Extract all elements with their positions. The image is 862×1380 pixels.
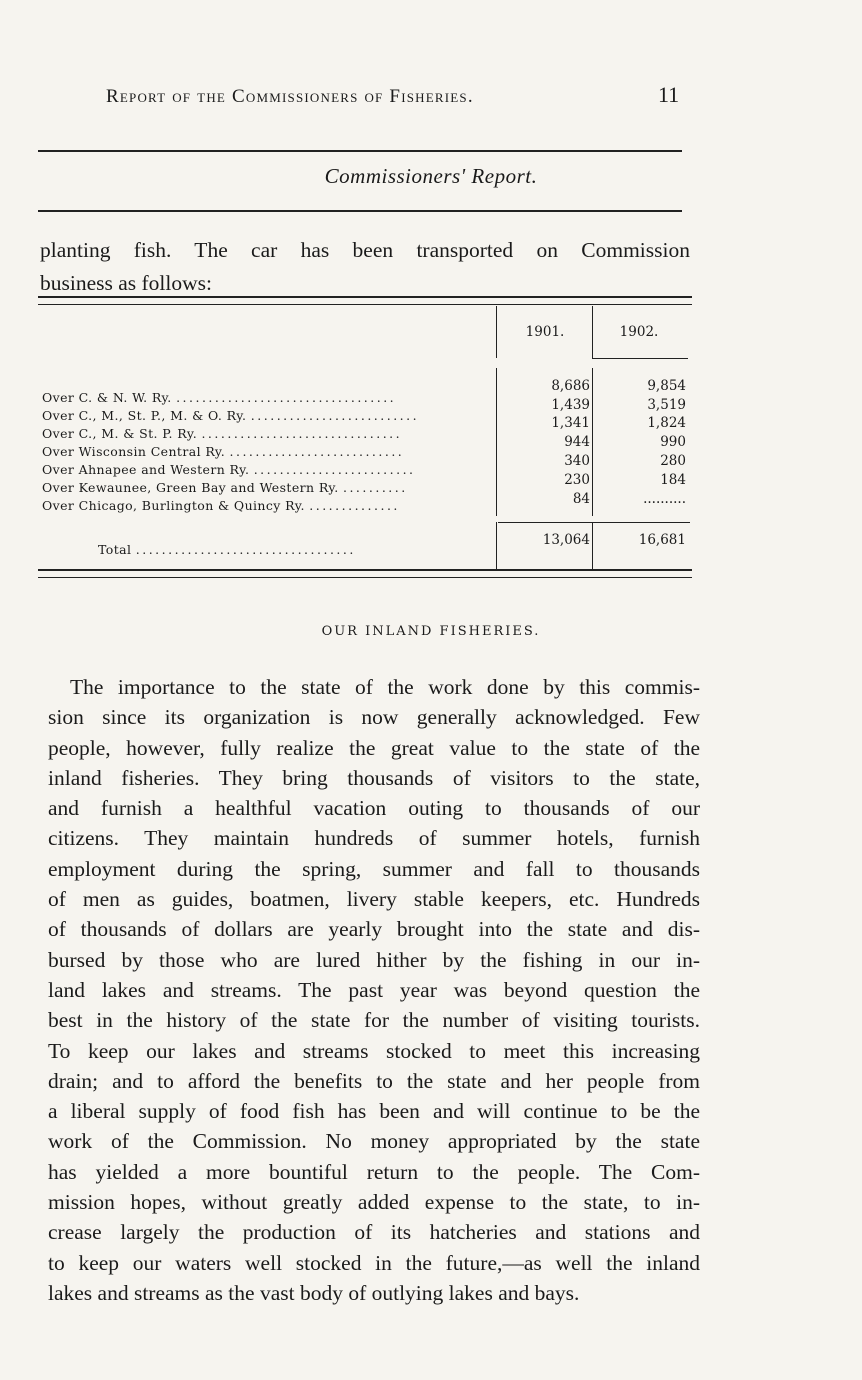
- table-cell-1902: 184: [660, 472, 686, 488]
- body-line: crease largely the production of its hatcheries and stations and: [48, 1220, 700, 1245]
- body-line: work of the Commission. No money appropriated by the state: [48, 1129, 700, 1154]
- body-line: best in the history of the state for the number of visiting tourists.: [48, 1008, 700, 1033]
- table-cell-1902: 280: [660, 453, 686, 469]
- column-header-1901: 1901.: [525, 324, 565, 340]
- table-cell-1901: 1,439: [551, 397, 590, 413]
- table-cell-1902: 9,854: [647, 378, 686, 394]
- body-line: The importance to the state of the work done by this commis-: [70, 675, 700, 699]
- table-total-label: Total ..................................: [98, 542, 356, 557]
- header-rule-bottom: [38, 210, 682, 212]
- body-line: sion since its organization is now generally acknowledged. Few: [48, 705, 700, 730]
- column-divider: [592, 522, 593, 570]
- column-divider: [592, 368, 593, 516]
- table-cell-1902: 1,824: [647, 415, 686, 431]
- table-row-label: Over Wisconsin Central Ry. ...........................: [42, 444, 405, 459]
- column-divider: [496, 522, 497, 570]
- body-line: of men as guides, boatmen, livery stable keepers, etc. Hundreds: [48, 887, 700, 912]
- page-number: 11: [658, 82, 680, 107]
- table-row-label: Over Kewaunee, Green Bay and Western Ry. ..........: [42, 480, 408, 495]
- header-divider: [592, 358, 688, 359]
- transport-table: [38, 296, 692, 588]
- table-total-1902: 16,681: [638, 532, 686, 548]
- table-row-label: Over C., M. & St. P. Ry. ...............................: [42, 426, 403, 441]
- table-cell-1901: 8,686: [551, 378, 590, 394]
- table-cell-1901: 1,341: [551, 415, 590, 431]
- column-divider: [496, 368, 497, 516]
- body-line: employment during the spring, summer and fall to thousands: [48, 856, 700, 881]
- header-rule-top: [38, 150, 682, 152]
- body-line: bursed by those who are lured hither by the fishing in our in-: [48, 947, 700, 972]
- table-cell-1901: 944: [564, 434, 590, 450]
- body-line: lakes and streams as the vast body of outlying lakes and bays.: [48, 1280, 580, 1305]
- table-row-label: Over C. & N. W. Ry. ..................................: [42, 390, 397, 405]
- body-line: has yielded a more bountiful return to the people. The Com-: [48, 1159, 700, 1184]
- body-line: drain; and to afford the benefits to the state and her people from: [48, 1068, 700, 1093]
- body-line: citizens. They maintain hundreds of summer hotels, furnish: [48, 826, 700, 851]
- body-line: inland fisheries. They bring thousands of visitors to the state,: [48, 765, 700, 790]
- intro-line: planting fish. The car has been transported on Commission: [40, 238, 690, 262]
- body-line: a liberal supply of food fish has been and will continue to be the: [48, 1099, 700, 1124]
- body-line: to keep our waters well stocked in the future,—as well the inland: [48, 1250, 700, 1275]
- running-header: [0, 82, 862, 112]
- body-line: of thousands of dollars are yearly brought into the state and dis-: [48, 917, 700, 942]
- table-row-label: Over Ahnapee and Western Ry. .........................: [42, 462, 416, 477]
- column-header-1902: 1902.: [619, 324, 659, 340]
- table-top-border: [38, 296, 692, 305]
- body-line: mission hopes, without greatly added expense to the state, to in-: [48, 1190, 700, 1215]
- column-divider: [592, 306, 593, 358]
- table-cell-1901: 340: [564, 453, 590, 469]
- total-divider: [498, 522, 690, 523]
- table-cell-1902: ..........: [643, 491, 686, 507]
- table-cell-1902: 990: [660, 434, 686, 450]
- body-line: people, however, fully realize the great value to the state of the: [48, 735, 700, 760]
- table-total-1901: 13,064: [542, 532, 590, 548]
- table-row-label: Over Chicago, Burlington & Quincy Ry. ..............: [42, 498, 400, 513]
- table-bottom-border: [38, 569, 692, 578]
- column-divider: [496, 306, 497, 358]
- table-cell-1902: 3,519: [647, 397, 686, 413]
- body-line: and furnish a healthful vacation outing to thousands of our: [48, 796, 700, 821]
- sub-heading: OUR INLAND FISHERIES.: [321, 624, 541, 639]
- table-cell-1901: 230: [564, 472, 590, 488]
- table-cell-1901: 84: [572, 491, 590, 507]
- intro-line: business as follows:: [40, 271, 212, 295]
- body-line: To keep our lakes and streams stocked to meet this increasing: [48, 1038, 700, 1063]
- running-title: Report of the Commissioners of Fisheries.: [106, 86, 474, 107]
- body-paragraph: [48, 672, 700, 1308]
- body-line: land lakes and streams. The past year was beyond question the: [48, 977, 700, 1002]
- table-row-label: Over C., M., St. P., M. & O. Ry. ..........................: [42, 408, 420, 423]
- section-title: Commissioners' Report.: [324, 164, 538, 188]
- intro-paragraph: [40, 234, 690, 300]
